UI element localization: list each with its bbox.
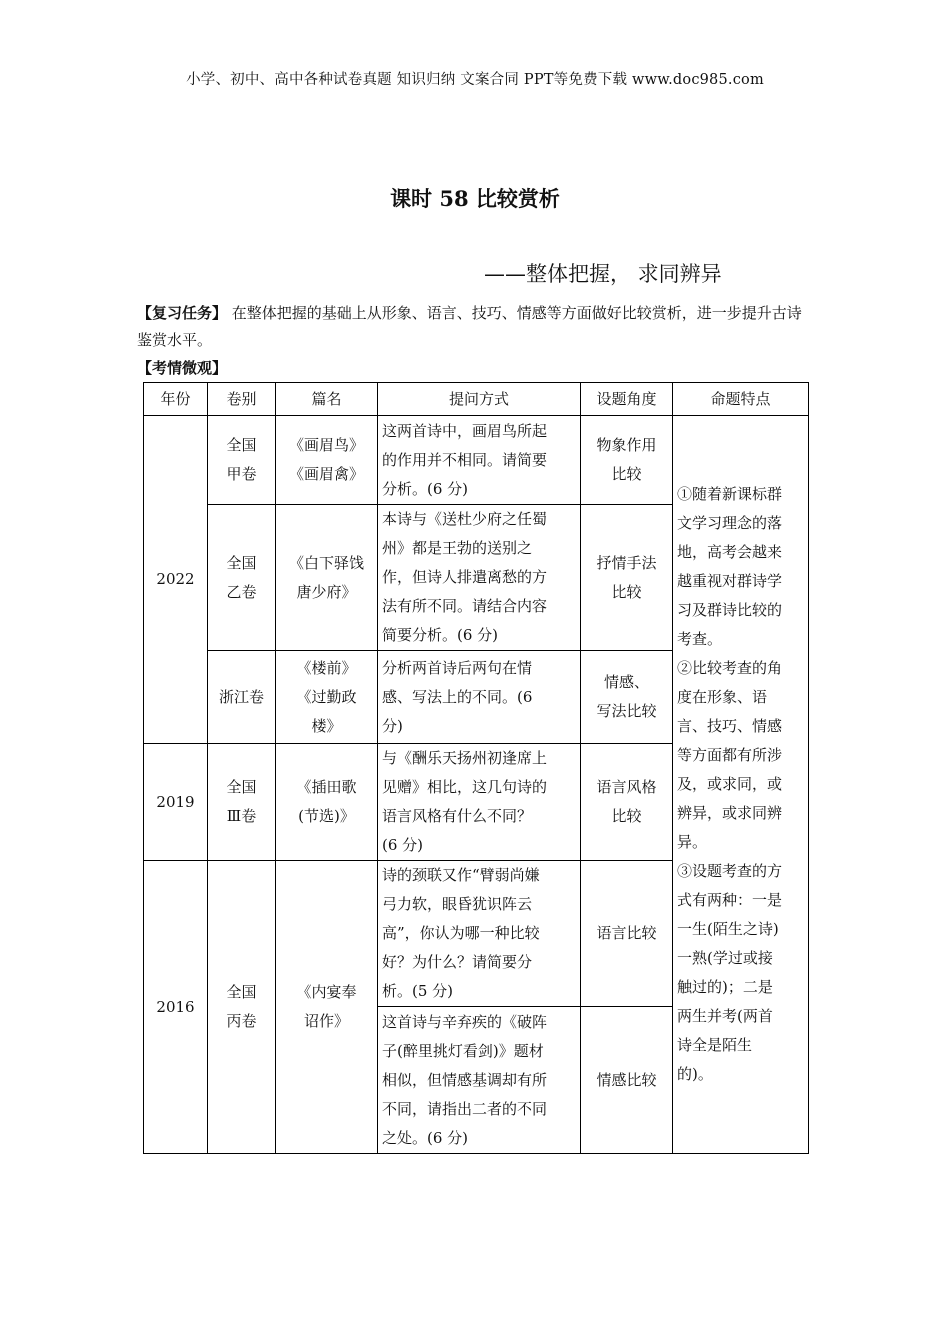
paper-cell: 全国 乙卷 bbox=[208, 505, 276, 651]
header-year: 年份 bbox=[144, 383, 208, 416]
page-header: 小学、初中、高中各种试卷真题 知识归纳 文案合同 PPT等免费下载 www.doc985.com bbox=[186, 72, 764, 88]
page-subtitle: ——整体把握， 求同辨异 bbox=[484, 262, 722, 286]
question-cell: 这两首诗中，画眉鸟所起 的作用并不相同。请简要 分析。(6 分) bbox=[378, 416, 581, 505]
paper-cell: 全国 甲卷 bbox=[208, 416, 276, 505]
angle-cell: 抒情手法 比较 bbox=[581, 505, 673, 651]
title-cell: 《白下驿饯 唐少府》 bbox=[276, 505, 378, 651]
title-cell: 《画眉鸟》 《画眉禽》 bbox=[276, 416, 378, 505]
review-task-text: 在整体把握的基础上从形象、语言、技巧、情感等方面做好比较赏析，进一步提升古诗鉴赏水平。 bbox=[137, 304, 802, 349]
table-row bbox=[144, 416, 809, 505]
review-task bbox=[137, 300, 813, 354]
title-cell: 《楼前》 《过勤政 楼》 bbox=[276, 651, 378, 744]
paper-cell: 浙江卷 bbox=[208, 651, 276, 744]
paper-cell: 全国 丙卷 bbox=[208, 861, 276, 1154]
angle-cell: 物象作用 比较 bbox=[581, 416, 673, 505]
review-task-label: 【复习任务】 bbox=[137, 304, 228, 322]
section-label: 【考情微观】 bbox=[137, 359, 228, 377]
header-title: 篇名 bbox=[276, 383, 378, 416]
year-cell: 2022 bbox=[144, 416, 208, 744]
angle-cell: 情感比较 bbox=[581, 1007, 673, 1154]
title-cell: 《内宴奉 诏作》 bbox=[276, 861, 378, 1154]
exam-table bbox=[143, 382, 809, 1154]
header-angle: 设题角度 bbox=[581, 383, 673, 416]
paper-cell: 全国 Ⅲ卷 bbox=[208, 744, 276, 861]
header-question: 提问方式 bbox=[378, 383, 581, 416]
angle-cell: 语言风格 比较 bbox=[581, 744, 673, 861]
question-cell: 这首诗与辛弃疾的《破阵 子(醉里挑灯看剑)》题材 相似，但情感基调却有所 不同，请指出二者的不同 之处。(6 分) bbox=[378, 1007, 581, 1154]
question-cell: 与《酬乐天扬州初逢席上 见赠》相比，这几句诗的 语言风格有什么不同？ (6 分) bbox=[378, 744, 581, 861]
year-cell: 2016 bbox=[144, 861, 208, 1154]
header-features: 命题特点 bbox=[673, 383, 809, 416]
page-title: 课时 58 比较赏析 bbox=[390, 186, 560, 211]
question-cell: 本诗与《送杜少府之任蜀 州》都是王勃的送别之 作，但诗人排遣离愁的方 法有所不同。请结合内容 简要分析。(6 分) bbox=[378, 505, 581, 651]
features-cell: ①随着新课标群 文学习理念的落 地，高考会越来 越重视对群诗学 习及群诗比较的 考查。 ②比较考查的角 度在形象、语 言、技巧、情感 等方面都有所涉 及，或求同，或 辨异，或求同辨 异。 ③设题考查的方 式有两种：一是 一生(陌生之诗) 一熟(学过或接 触过的)；二是 两生并考(两首 诗全是陌生 的)。 bbox=[673, 416, 809, 1154]
angle-cell: 情感、 写法比较 bbox=[581, 651, 673, 744]
question-cell: 诗的颈联又作“臂弱尚嫌 弓力软，眼昏犹识阵云 高”，你认为哪一种比较 好？为什么？请简要分 析。(5 分) bbox=[378, 861, 581, 1007]
angle-cell: 语言比较 bbox=[581, 861, 673, 1007]
question-cell: 分析两首诗后两句在情 感、写法上的不同。(6 分) bbox=[378, 651, 581, 744]
header-paper: 卷别 bbox=[208, 383, 276, 416]
year-cell: 2019 bbox=[144, 744, 208, 861]
title-cell: 《插田歌 (节选)》 bbox=[276, 744, 378, 861]
table-header-row bbox=[144, 383, 809, 416]
